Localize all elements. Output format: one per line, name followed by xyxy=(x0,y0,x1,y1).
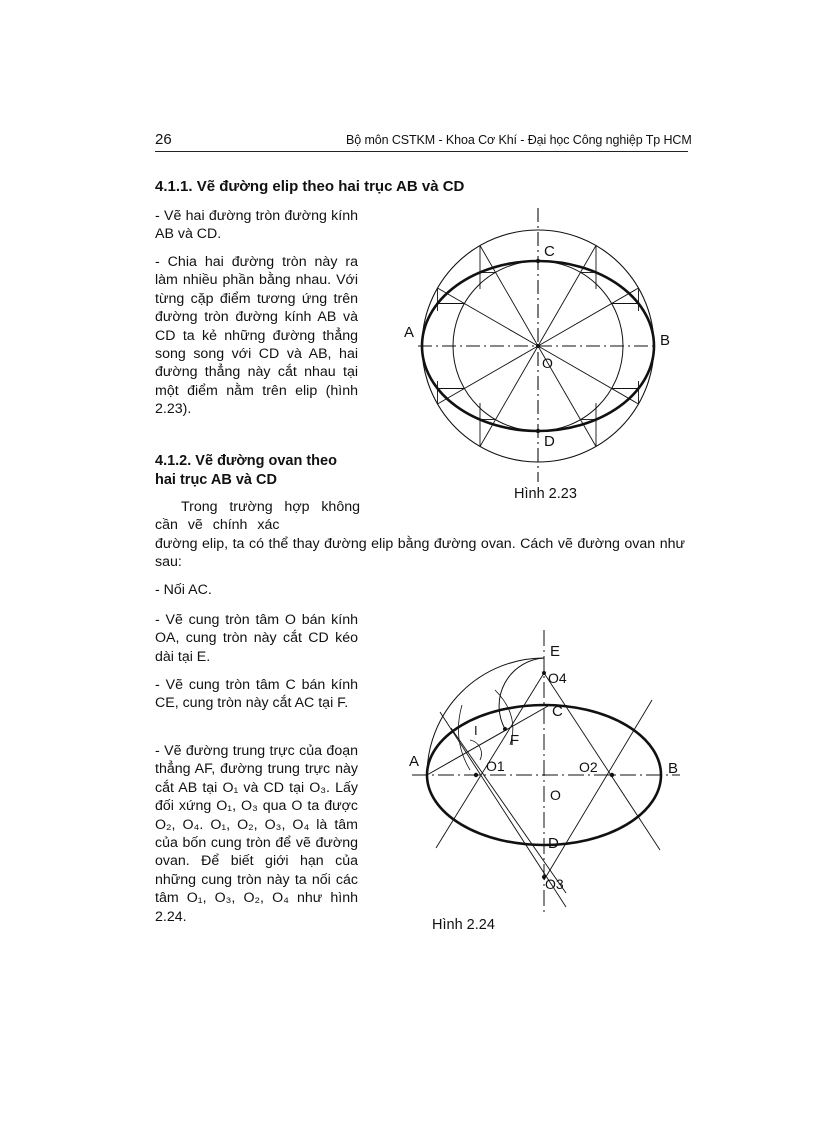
label-a: A xyxy=(409,753,420,770)
label-c: C xyxy=(552,703,563,720)
paragraph-step-circles: - Vẽ hai đường tròn đường kính AB và CD. xyxy=(155,208,358,243)
paragraph-step-arc-f: - Vẽ cung tròn tâm C bán kính CE, cung tròn này cắt AC tại F. xyxy=(155,677,358,712)
paragraph-oval-intro: Trong trường hợp không cần vẽ chính xác xyxy=(155,499,360,534)
label-o3: O3 xyxy=(545,876,564,892)
label-o: O xyxy=(542,355,553,371)
label-o: O xyxy=(550,787,561,803)
running-header: Bộ môn CSTKM - Khoa Cơ Khí - Đại học Công nghiệp Tp HCM xyxy=(346,133,692,147)
caption-figure-2-23: Hình 2.23 xyxy=(514,486,577,502)
line-o4-o1 xyxy=(451,728,566,893)
section-heading-ellipse: 4.1.1. Vẽ đường elip theo hai trục AB và CD xyxy=(155,178,465,195)
paragraph-divide-circles: - Chia hai đường tròn này ra làm nhiều phần bằng nhau. Với từng cặp điểm tương ứng trên đường tròn đường kính AB và CD ta kẻ những đường thẳng song song với CD và AB, hai đường thẳng này cắt nhau tại một điểm nằm trên elip (hình 2.23). xyxy=(155,254,358,418)
label-o2: O2 xyxy=(579,759,598,775)
arc-center-c xyxy=(499,658,544,729)
label-b: B xyxy=(660,332,671,349)
construction-arc-1 xyxy=(458,705,470,770)
paragraph-step-join-ac: - Nối AC. xyxy=(155,582,212,598)
label-d: D xyxy=(544,433,555,450)
page-number: 26 xyxy=(155,131,172,148)
section-heading-oval: 4.1.2. Vẽ đường ovan theo hai trục AB và CD xyxy=(155,453,337,488)
label-d: D xyxy=(548,835,559,852)
paragraph-step-bisector: - Vẽ đường trung trực của đoạn thẳng AF, đường trung trực này cắt AB tại O₁ và CD tại O₃. Lấy đối xứng O₁, O₃ qua O ta được O₂, O₄. O₁, O₂, O₃, O₄ là tâm của bốn cung tròn để vẽ đường ovan. Để biết giới hạn của những cung tròn này ta nối các tâm O₁, O₃, O₂, O₄ như hình 2.24. xyxy=(155,743,358,925)
label-b: B xyxy=(668,760,679,777)
paragraph-step-arc-e: - Vẽ cung tròn tâm O bán kính OA, cung tròn này cắt CD kéo dài tại E. xyxy=(155,612,358,665)
label-o4: O4 xyxy=(548,670,567,686)
label-a: A xyxy=(404,324,415,341)
label-e: E xyxy=(550,643,561,660)
label-i: I xyxy=(474,723,478,738)
caption-figure-2-24: Hình 2.24 xyxy=(432,917,495,933)
label-o1: O1 xyxy=(486,758,505,774)
label-c: C xyxy=(544,243,555,260)
paragraph-oval-intro-cont: đường elip, ta có thể thay đường elip bằng đường ovan. Cách vẽ đường ovan như sau: xyxy=(155,536,685,571)
label-f: F xyxy=(510,732,520,749)
line-o4-o2 xyxy=(544,673,660,850)
